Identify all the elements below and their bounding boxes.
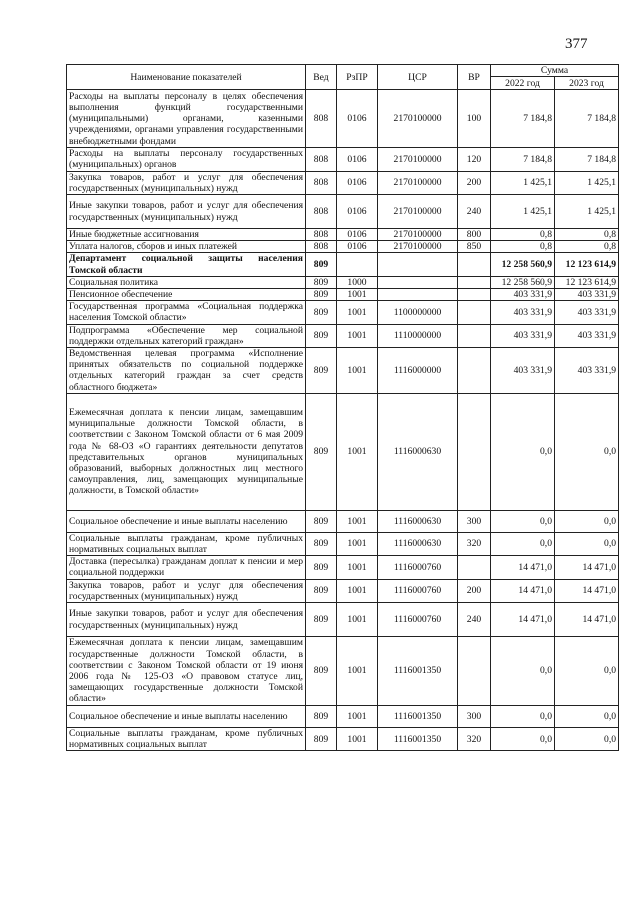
row-sum-2022: 1 425,1 xyxy=(491,195,555,229)
row-name: Закупка товаров, работ и услуг для обеспечения государственных (муниципальных) нужд xyxy=(67,171,306,194)
row-rzpr: 0106 xyxy=(337,241,378,253)
row-sum-2022: 0,0 xyxy=(491,706,555,728)
row-rzpr: 1001 xyxy=(337,532,378,555)
row-ved: 809 xyxy=(306,603,337,637)
row-sum-2022: 0,8 xyxy=(491,229,555,241)
row-ved: 809 xyxy=(306,393,337,510)
row-csr: 1116000760 xyxy=(378,603,458,637)
row-name: Социальные выплаты гражданам, кроме публичных нормативных социальных выплат xyxy=(67,728,306,751)
row-sum-2023: 0,0 xyxy=(555,510,619,532)
table-row xyxy=(67,324,619,347)
row-sum-2022: 14 471,0 xyxy=(491,556,555,579)
row-vr xyxy=(458,276,491,288)
row-rzpr: 1001 xyxy=(337,728,378,751)
row-name: Расходы на выплаты персоналу в целях обеспечения выполнения функций государственными (муниципальными) органами, казенными учреждениями, органами управления государственными внебюджетными фондами xyxy=(67,90,306,148)
row-name: Социальное обеспечение и иные выплаты населению xyxy=(67,510,306,532)
row-name: Закупка товаров, работ и услуг для обеспечения государственных (муниципальных) нужд xyxy=(67,579,306,602)
row-csr: 1116000630 xyxy=(378,510,458,532)
row-csr: 2170100000 xyxy=(378,171,458,194)
row-vr xyxy=(458,301,491,324)
table-row xyxy=(67,348,619,394)
row-csr: 2170100000 xyxy=(378,195,458,229)
row-rzpr: 1001 xyxy=(337,579,378,602)
row-vr xyxy=(458,324,491,347)
row-sum-2023: 0,0 xyxy=(555,728,619,751)
row-sum-2023: 14 471,0 xyxy=(555,579,619,602)
row-sum-2023: 12 123 614,9 xyxy=(555,253,619,276)
table-header xyxy=(67,65,619,90)
header-2023: 2023 год xyxy=(555,77,619,90)
row-name: Иные закупки товаров, работ и услуг для обеспечения государственных (муниципальных) нужд xyxy=(67,603,306,637)
row-name: Доставка (пересылка) гражданам доплат к пенсии и мер социальной поддержки xyxy=(67,556,306,579)
header-csr: ЦСР xyxy=(378,65,458,90)
row-rzpr: 1001 xyxy=(337,603,378,637)
row-csr: 1110000000 xyxy=(378,324,458,347)
row-csr xyxy=(378,276,458,288)
row-ved: 809 xyxy=(306,532,337,555)
row-sum-2023: 1 425,1 xyxy=(555,195,619,229)
row-csr: 1116000630 xyxy=(378,393,458,510)
header-ved: Вед xyxy=(306,65,337,90)
table-row xyxy=(67,195,619,229)
row-vr: 240 xyxy=(458,195,491,229)
row-rzpr: 1001 xyxy=(337,324,378,347)
row-sum-2022: 14 471,0 xyxy=(491,579,555,602)
row-ved: 809 xyxy=(306,579,337,602)
row-name: Ведомственная целевая программа «Исполнение принятых обязательств по социальной поддержке отдельных категорий граждан за счет средств областного бюджета» xyxy=(67,348,306,394)
table-row xyxy=(67,510,619,532)
row-rzpr: 0106 xyxy=(337,229,378,241)
row-vr: 320 xyxy=(458,728,491,751)
row-sum-2023: 403 331,9 xyxy=(555,289,619,301)
row-csr: 1116000760 xyxy=(378,556,458,579)
row-name: Иные закупки товаров, работ и услуг для обеспечения государственных (муниципальных) нужд xyxy=(67,195,306,229)
row-sum-2022: 12 258 560,9 xyxy=(491,253,555,276)
row-sum-2023: 7 184,8 xyxy=(555,90,619,148)
row-sum-2022: 0,0 xyxy=(491,393,555,510)
row-ved: 809 xyxy=(306,289,337,301)
row-name: Департамент социальной защиты населения Томской области xyxy=(67,253,306,276)
row-csr: 1116000000 xyxy=(378,348,458,394)
row-sum-2023: 12 123 614,9 xyxy=(555,276,619,288)
table-row xyxy=(67,637,619,706)
row-vr: 320 xyxy=(458,532,491,555)
row-sum-2023: 0,0 xyxy=(555,532,619,555)
row-name: Иные бюджетные ассигнования xyxy=(67,229,306,241)
row-rzpr: 1001 xyxy=(337,637,378,706)
row-csr xyxy=(378,253,458,276)
row-vr xyxy=(458,289,491,301)
row-ved: 809 xyxy=(306,728,337,751)
row-name: Социальное обеспечение и иные выплаты населению xyxy=(67,706,306,728)
header-vr: ВР xyxy=(458,65,491,90)
table-row xyxy=(67,276,619,288)
row-rzpr: 0106 xyxy=(337,90,378,148)
row-vr: 120 xyxy=(458,148,491,171)
row-sum-2022: 0,0 xyxy=(491,728,555,751)
row-csr: 2170100000 xyxy=(378,90,458,148)
header-name: Наименование показателей xyxy=(67,65,306,90)
table-body xyxy=(67,90,619,751)
row-csr: 1116001350 xyxy=(378,637,458,706)
row-ved: 808 xyxy=(306,195,337,229)
row-vr xyxy=(458,556,491,579)
row-name: Социальные выплаты гражданам, кроме публичных нормативных социальных выплат xyxy=(67,532,306,555)
row-rzpr: 1001 xyxy=(337,556,378,579)
row-sum-2023: 1 425,1 xyxy=(555,171,619,194)
row-rzpr: 1001 xyxy=(337,289,378,301)
row-sum-2023: 403 331,9 xyxy=(555,348,619,394)
row-sum-2022: 12 258 560,9 xyxy=(491,276,555,288)
row-sum-2023: 0,8 xyxy=(555,241,619,253)
row-sum-2023: 0,8 xyxy=(555,229,619,241)
table-row xyxy=(67,90,619,148)
row-sum-2022: 7 184,8 xyxy=(491,90,555,148)
row-csr: 2170100000 xyxy=(378,241,458,253)
row-ved: 808 xyxy=(306,90,337,148)
row-rzpr: 1001 xyxy=(337,510,378,532)
table-row xyxy=(67,728,619,751)
table-row xyxy=(67,301,619,324)
row-csr: 1116000760 xyxy=(378,579,458,602)
row-sum-2022: 403 331,9 xyxy=(491,348,555,394)
row-name: Уплата налогов, сборов и иных платежей xyxy=(67,241,306,253)
row-vr: 200 xyxy=(458,171,491,194)
row-name: Расходы на выплаты персоналу государственных (муниципальных) органов xyxy=(67,148,306,171)
row-name: Государственная программа «Социальная поддержка населения Томской области» xyxy=(67,301,306,324)
table-row xyxy=(67,148,619,171)
row-ved: 808 xyxy=(306,241,337,253)
row-rzpr: 1000 xyxy=(337,276,378,288)
row-vr: 850 xyxy=(458,241,491,253)
table-row xyxy=(67,171,619,194)
row-sum-2022: 0,0 xyxy=(491,532,555,555)
row-ved: 809 xyxy=(306,348,337,394)
row-ved: 809 xyxy=(306,253,337,276)
row-ved: 809 xyxy=(306,510,337,532)
table-row xyxy=(67,706,619,728)
row-sum-2023: 0,0 xyxy=(555,393,619,510)
row-vr xyxy=(458,253,491,276)
row-sum-2022: 0,8 xyxy=(491,241,555,253)
row-ved: 809 xyxy=(306,556,337,579)
row-rzpr: 0106 xyxy=(337,195,378,229)
header-rzpr: РзПР xyxy=(337,65,378,90)
table-row xyxy=(67,253,619,276)
row-csr xyxy=(378,289,458,301)
row-csr: 1116001350 xyxy=(378,728,458,751)
table-row xyxy=(67,229,619,241)
row-csr: 1100000000 xyxy=(378,301,458,324)
row-ved: 808 xyxy=(306,171,337,194)
table-row xyxy=(67,393,619,510)
row-vr xyxy=(458,393,491,510)
row-vr: 300 xyxy=(458,510,491,532)
row-ved: 809 xyxy=(306,324,337,347)
row-vr: 200 xyxy=(458,579,491,602)
row-ved: 808 xyxy=(306,229,337,241)
row-sum-2023: 403 331,9 xyxy=(555,301,619,324)
row-sum-2022: 7 184,8 xyxy=(491,148,555,171)
row-sum-2023: 7 184,8 xyxy=(555,148,619,171)
row-name: Пенсионное обеспечение xyxy=(67,289,306,301)
row-sum-2022: 1 425,1 xyxy=(491,171,555,194)
page-number: 377 xyxy=(565,36,588,52)
row-rzpr: 1001 xyxy=(337,706,378,728)
row-rzpr: 1001 xyxy=(337,301,378,324)
row-sum-2022: 0,0 xyxy=(491,637,555,706)
row-vr: 240 xyxy=(458,603,491,637)
row-sum-2023: 14 471,0 xyxy=(555,556,619,579)
row-csr: 2170100000 xyxy=(378,148,458,171)
row-vr: 100 xyxy=(458,90,491,148)
row-rzpr: 0106 xyxy=(337,171,378,194)
row-sum-2023: 0,0 xyxy=(555,706,619,728)
table-row xyxy=(67,603,619,637)
row-sum-2023: 0,0 xyxy=(555,637,619,706)
row-csr: 2170100000 xyxy=(378,229,458,241)
row-sum-2022: 403 331,9 xyxy=(491,301,555,324)
row-sum-2022: 403 331,9 xyxy=(491,324,555,347)
row-ved: 809 xyxy=(306,637,337,706)
row-rzpr: 1001 xyxy=(337,393,378,510)
row-ved: 808 xyxy=(306,148,337,171)
row-vr: 800 xyxy=(458,229,491,241)
row-rzpr: 1001 xyxy=(337,348,378,394)
row-name: Подпрограмма «Обеспечение мер социальной поддержки отдельных категорий граждан» xyxy=(67,324,306,347)
header-2022: 2022 год xyxy=(491,77,555,90)
row-sum-2023: 403 331,9 xyxy=(555,324,619,347)
row-csr: 1116001350 xyxy=(378,706,458,728)
row-name: Социальная политика xyxy=(67,276,306,288)
row-sum-2022: 0,0 xyxy=(491,510,555,532)
row-rzpr xyxy=(337,253,378,276)
table-row xyxy=(67,532,619,555)
row-ved: 809 xyxy=(306,276,337,288)
row-vr: 300 xyxy=(458,706,491,728)
table-row xyxy=(67,241,619,253)
row-name: Ежемесячная доплата к пенсии лицам, замещавшим муниципальные должности Томской области, в соответствии с Законом Томской области от 6 мая 2009 года № 68-ОЗ «О гарантиях деятельности депутатов представительных органов муниципальных образований, выборных должностных лиц местного самоуправления, лиц, замещающих муниципальные должности, в Томской области» xyxy=(67,393,306,510)
row-csr: 1116000630 xyxy=(378,532,458,555)
row-ved: 809 xyxy=(306,301,337,324)
row-sum-2023: 14 471,0 xyxy=(555,603,619,637)
row-sum-2022: 403 331,9 xyxy=(491,289,555,301)
table-row xyxy=(67,556,619,579)
row-rzpr: 0106 xyxy=(337,148,378,171)
row-ved: 809 xyxy=(306,706,337,728)
row-vr xyxy=(458,348,491,394)
row-sum-2022: 14 471,0 xyxy=(491,603,555,637)
header-sum: Сумма xyxy=(491,65,619,77)
row-vr xyxy=(458,637,491,706)
table-row xyxy=(67,289,619,301)
budget-table xyxy=(66,64,619,751)
row-name: Ежемесячная доплата к пенсии лицам, замещавшим государственные должности Томской области, в соответствии с Законом Томской области от 19 июня 2006 года № 125-ОЗ «О правовом статусе лиц, замещающих государственные должности Томской области» xyxy=(67,637,306,706)
table-row xyxy=(67,579,619,602)
